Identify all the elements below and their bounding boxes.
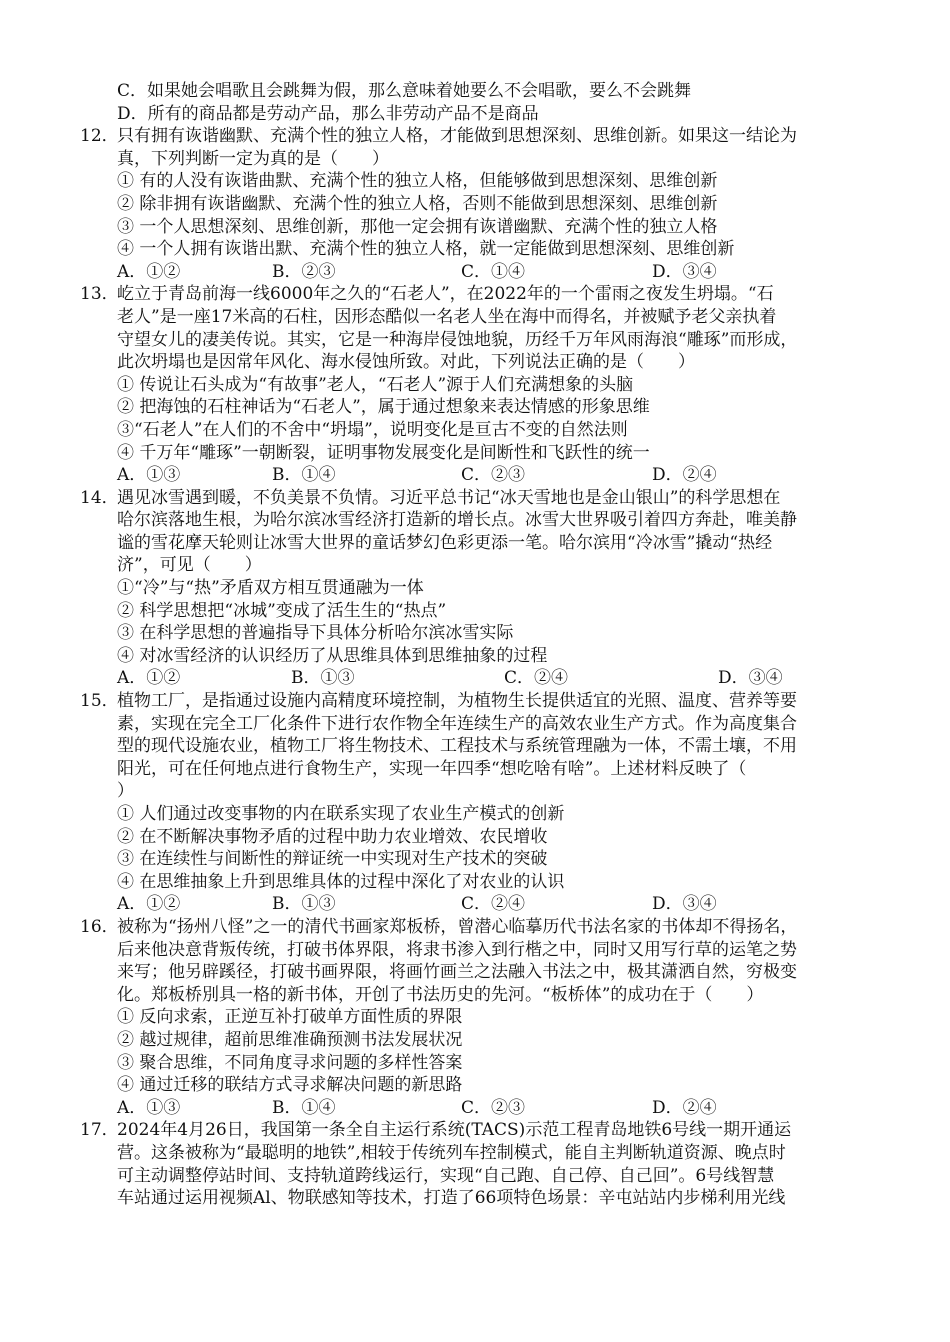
statement-4: ④ 通过迁移的联结方式寻求解决问题的新思路 [117,1075,463,1096]
choice-c[interactable]: C．①④ [461,261,526,282]
question-number: 14． [80,487,119,508]
question-stem: 遇见冰雪遇到暖，不负美景不负情。习近平总书记“冰天雪地也是金山银山”的科学思想在 [117,487,781,508]
statement-2: ② 除非拥有诙谐幽默、充满个性的独立人格，否则不能做到思想深刻、思维创新 [117,193,718,214]
choice-d[interactable]: D．③④ [652,894,717,915]
statement-4: ④ 在思维抽象上升到思维具体的过程中深化了对农业的认识 [117,871,565,892]
statement-4: ④ 对冰雪经济的认识经历了从思维具体到思维抽象的过程 [117,645,548,666]
question-number: 13． [80,284,119,305]
question-stem: 只有拥有诙谐幽默、充满个性的独立人格，才能做到思想深刻、思维创新。如果这一结论为 [117,126,797,147]
statement-3: ③“石老人”在人们的不舍中“坍塌”，说明变化是亘古不变的自然法则 [117,419,628,440]
question-stem: 植物工厂，是指通过设施内高精度环境控制，为植物生长提供适宜的光照、温度、营养等要 [117,691,797,712]
question-stem: 素，实现在完全工厂化条件下进行农作物全年连续生产的高效农业生产方式。作为高度集合 [117,713,797,734]
question-15 [0,690,950,916]
statement-2: ② 把海蚀的石柱神话为“石老人”，属于通过想象来表达情感的形象思维 [117,397,650,418]
choice-b[interactable]: B．①③ [291,668,355,689]
choice-a[interactable]: A．①② [117,261,181,282]
choice-b[interactable]: B．②③ [272,261,336,282]
choice-a[interactable]: A．①③ [117,1097,181,1118]
answer-choices [0,1097,950,1120]
statement-3: ③ 在科学思想的普遍指导下具体分析哈尔滨冰雪实际 [117,623,514,644]
choice-d[interactable]: D．②④ [652,1097,717,1118]
choice-b[interactable]: B．①④ [272,1097,336,1118]
choice-c[interactable]: C．②③ [461,465,526,486]
statement-4: ④ 千万年“雕琢”一朝断裂，证明事物发展变化是间断性和飞跃性的统一 [117,442,650,463]
statement-2: ② 在不断解决事物矛盾的过程中助力农业增效、农民增收 [117,826,548,847]
statement-3: ③ 在连续性与间断性的辩证统一中实现对生产技术的突破 [117,849,548,870]
choice-b[interactable]: B．①③ [272,894,336,915]
question-stem: ） [117,781,134,802]
statement-1: ①“冷”与“热”矛盾双方相互贯通融为一体 [117,578,424,599]
question-17 [0,1119,950,1209]
statement-3: ③ 聚合思维，不同角度寻求问题的多样性答案 [117,1052,463,1073]
statement-1: ① 人们通过改变事物的内在联系实现了农业生产模式的创新 [117,804,565,824]
question-stem: 车站通过运用视频Al、物联感知等技术，打造了66项特色场景：辛屯站站内步梯利用光线 [117,1188,786,1209]
question-stem: 哈尔滨落地生根，为哈尔滨冰雪经济打造新的增长点。冰雪大世界吸引着四方奔赴，唯美静 [117,510,797,531]
question-16 [0,916,950,1119]
statement-3: ③ 一个人思想深刻、思维创新，那他一定会拥有诙谱幽默、充满个性的独立人格 [117,216,718,237]
answer-choices [0,667,950,690]
choice-a[interactable]: A．①③ [117,465,181,486]
q11-option-c: C．如果她会唱歌且会跳舞为假，那么意味着她要么不会唱歌，要么不会跳舞 [117,81,692,101]
question-number: 16． [80,916,119,937]
question-stem: 守望女儿的凄美传说。其实，它是一种海岸侵蚀地貌，历经千万年风雨海浪“雕琢”而形成， [117,329,798,350]
q11-option-d: D．所有的商品都是劳动产品，那么非劳动产品不是商品 [117,103,539,124]
question-stem: 真，下列判断一定为真的是（ ） [117,148,389,169]
question-number: 12． [80,126,119,147]
choice-c[interactable]: C．②④ [461,894,526,915]
answer-choices [0,464,950,487]
question-stem: 化。郑板桥別具一格的新书体，开创了书法历史的先河。“板桥体”的成功在于（ ） [117,984,764,1005]
choice-d[interactable]: D．③④ [718,668,783,689]
statement-2: ② 越过规律，超前思维准确预测书法发展状况 [117,1029,463,1050]
question-stem: 此次坍塌也是因常年风化、海水侵蚀所致。对此，下列说法正确的是（ ） [117,352,695,373]
question-stem: 阳光，可在任何地点进行食物生产，实现一年四季“想吃啥有啥”。上述材料反映了（ [117,758,747,779]
question-13 [0,283,950,486]
question-stem: 谧的雪花摩天轮则让冰雪大世界的童话梦幻色彩更添一笔。哈尔滨用“冷冰雪”撬动“热经 [117,532,773,553]
statement-1: ① 反向求索，正逆互补打破单方面性质的界限 [117,1007,463,1028]
question-stem: 济”，可见（ ） [117,555,262,576]
statement-1: ① 传说让石头成为“有故事”老人，“石老人”源于人们充满想象的头脑 [117,374,634,395]
answer-choices [0,261,950,284]
exam-page [0,80,950,1210]
question-stem: 老人”是一座17米高的石柱，因形态酷似一名老人坐在海中而得名，并被赋予老父亲执着 [117,306,777,327]
choice-d[interactable]: D．③④ [652,261,717,282]
statement-2: ② 科学思想把“冰城”变成了活生生的“热点” [117,600,447,621]
choice-c[interactable]: C．②③ [461,1097,526,1118]
question-stem: 可主动调整停站时间、支持轨道跨线运行，实现“自己跑、自己停、自己回”。6号线智慧 [117,1165,775,1186]
question-stem: 2024年4月26日，我国第一条全自主运行系统(TACS)示范工程青岛地铁6号线一期开通运 [117,1120,792,1141]
question-14 [0,487,950,690]
question-number: 15． [80,691,119,712]
answer-choices [0,893,950,916]
choice-d[interactable]: D．②④ [652,465,717,486]
choice-c[interactable]: C．②④ [504,668,569,689]
question-stem: 营。这条被称为“最聪明的地铁”,相较于传统列车控制模式，能自主判断轨道资源、晚点时 [117,1142,786,1163]
question-stem: 屹立于青岛前海一线6000年之久的“石老人”，在2022年的一个雷雨之夜发生坍塌。“石 [117,284,774,305]
question-stem: 来写；他另辟蹊径，打破书画界限，将画竹画兰之法融入书法之中，极其潇洒自然，穷极变 [117,962,797,983]
question-stem: 被称为“扬州八怪”之一的清代书画家郑板桥，曾潜心临摹历代书法名家的书体却不得扬名， [117,916,798,937]
choice-b[interactable]: B．①④ [272,465,336,486]
statement-1: ① 有的人没有诙谐曲默、充满个性的独立人格，但能够做到思想深刻、思维创新 [117,171,718,192]
choice-a[interactable]: A．①② [117,894,181,915]
question-number: 17． [80,1120,119,1141]
question-stem: 型的现代设施农业，植物工厂将生物技术、工程技术与系统管理融为一体，不需土壤，不用 [117,736,797,757]
statement-4: ④ 一个人拥有诙谐出默、充满个性的独立人格，就一定能做到思想深刻、思维创新 [117,239,735,260]
question-12 [0,125,950,283]
question-stem: 后来他决意背叛传统，打破书体界限，将隶书渗入到行楷之中，同时又用写行草的运笔之势 [117,939,797,960]
choice-a[interactable]: A．①② [117,668,181,689]
